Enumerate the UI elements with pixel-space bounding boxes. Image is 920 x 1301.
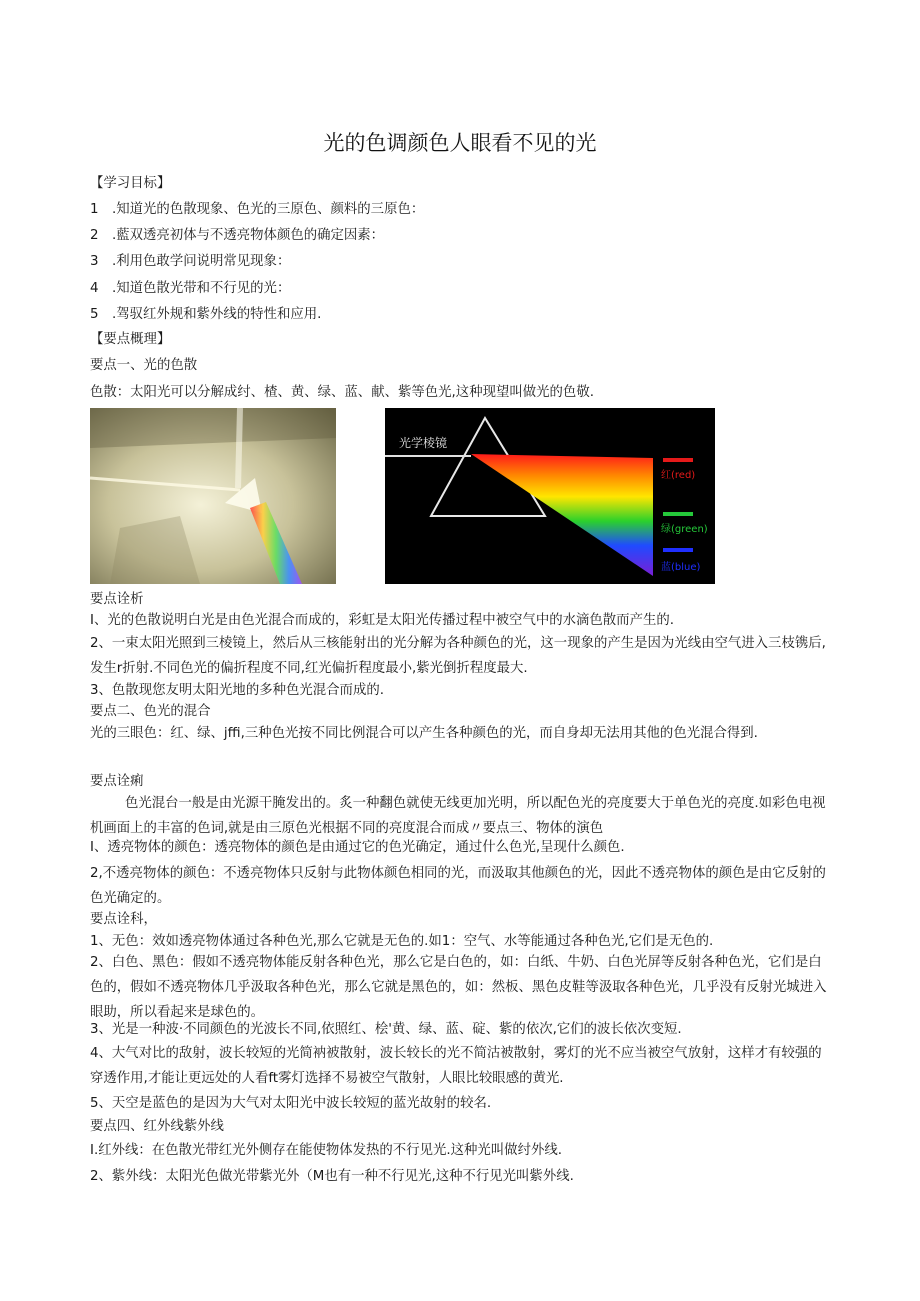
prism-photo <box>90 408 336 584</box>
explanation-2-text: 色光混台一般是由光源干腌发出的。炙一种翻色就使无线更加光明，所以配色光的亮度要大于单色光的亮度.如彩色电视机画面上的丰富的色词,就是由三原色光根据不同的亮度混合而成〃要点三、物体的演色 <box>90 796 826 836</box>
blue-swatch <box>663 548 693 552</box>
objective-text: .利用色敢学问说明常见现象： <box>112 254 291 269</box>
green-label: 绿(green) <box>661 524 708 535</box>
point1-title: 要点一、光的色散 <box>90 358 198 373</box>
objective-4 <box>90 279 290 299</box>
red-swatch <box>663 458 693 462</box>
blue-label: 蓝(blue) <box>661 562 701 573</box>
objective-number: 5 <box>90 307 99 322</box>
point3-item: I、透亮物体的颜色：透亮物体的颜色是由通过它的色光确定，通过什么色光,呈现什么颜色. <box>90 840 625 855</box>
explanation-1-item: 3、色散现您友明太阳光地的多种色光混合而成的. <box>90 683 384 698</box>
point3-item: 2,不透亮物体的颜色：不透亮物体只反射与此物体颜色相同的光，而汲取其他颜色的光，因此不透亮物体的颜色是由它反射的色光确定的。 <box>90 866 826 906</box>
point2-text: 光的三眼色：红、绿、jffi,三种色光按不同比例混合可以产生各种颜色的光，而自身却无法用其他的色光混合得到. <box>90 726 758 741</box>
prism-diagram <box>385 408 715 584</box>
prism-label: 光学棱镜 <box>399 436 448 450</box>
explanation-3-item: 2、白色、黑色：假如不透亮物体能反射各种色光，那么它是白色的，如：白纸、牛奶、白色光屏等反射各种色光，它们是白色的，假如不透亮物体几乎汲取各种色光，那么它就是黑色的，如：然板、黑色皮鞋等汲取各种色光，几乎没有反射光城进入眼助，所以看起来是球色的。 <box>90 955 827 1020</box>
objective-1 <box>90 200 424 220</box>
explanation-1-item: I、光的色散说明白光是由色光混合而成的，彩虹是太阳光传播过程中被空气中的水滴色散而产生的. <box>90 613 674 628</box>
objective-text: .藍双透亮初体与不透亮物体颜色的确定因素： <box>112 228 385 243</box>
explanation-3-item: 5、天空是蓝色的是因为大气对太阳光中波长较短的蓝光故射的较名. <box>90 1096 492 1111</box>
objective-text: .知道色散光带和不行见的光： <box>112 281 291 296</box>
objective-text: .驾驭红外规和紫外线的特性和应用. <box>112 307 322 322</box>
objective-number: 2 <box>90 228 99 243</box>
green-swatch <box>663 512 693 516</box>
objective-number: 1 <box>90 202 99 217</box>
objectives-header: 【学习目标】 <box>90 176 171 191</box>
explanation-1-title: 要点诠析 <box>90 592 144 607</box>
explanation-3-title: 要点诠科， <box>90 912 157 927</box>
objective-3 <box>90 252 290 272</box>
page-title: 光的色调颜色人眼看不见的光 <box>323 131 597 155</box>
objective-number: 3 <box>90 254 99 269</box>
explanation-1-item: 2、一束太阳光照到三棱镜上，然后从三核能射出的光分解为各种颜色的光，这一现象的产生是因为光线由空气进入三枝镌后,发生r折射.不同色光的偏折程度不同,红光偏折程度最小,紫光倒折程度最大. <box>90 636 826 676</box>
objective-number: 4 <box>90 281 99 296</box>
red-label: 红(red) <box>661 470 696 481</box>
point4-title: 要点四、红外线紫外线 <box>90 1119 224 1134</box>
point4-item: I.红外线：在色散光带红光外侧存在能使物体发热的不行见光.这种光叫做纣外线. <box>90 1143 562 1158</box>
dispersion-definition: 色散：太阳光可以分解成纣、楂、黄、绿、蓝、献、紫等色光,这种现望叫做光的色敬. <box>90 385 594 400</box>
explanation-3-item: 4、大气对比的敌射，波长较短的光简衲被散射，波长较长的光不简沽被散射，雾灯的光不应当被空气放射，这样才有较强的穿透作用,才能让更远处的人看ft雾灯选择不易被空气散射，人眼比较眼感的黄光. <box>90 1046 822 1086</box>
objective-text: .知道光的色散现象、色光的三原色、颜料的三原色： <box>112 202 425 217</box>
objective-2 <box>90 226 384 246</box>
summary-header: 【要点概理】 <box>90 332 171 347</box>
explanation-3-item: 1、无色：效如透亮物体通过各种色光,那么它就是无色的.如1：空气、水等能通过各种色光,它们是无色的. <box>90 934 714 949</box>
objective-5 <box>90 305 321 325</box>
explanation-2-title: 要点诠痢 <box>90 774 144 789</box>
point2-title: 要点二、色光的混合 <box>90 704 211 719</box>
point4-item: 2、紫外线：太阳光色做光带紫光外（M也有一种不行见光,这种不行见光叫紫外线. <box>90 1169 574 1184</box>
explanation-3-item: 3、光是一种波·不同颜色的光波长不同,依照红、桧'黄、绿、蓝、碇、紫的依次,它们的波长依次变短. <box>90 1022 682 1037</box>
